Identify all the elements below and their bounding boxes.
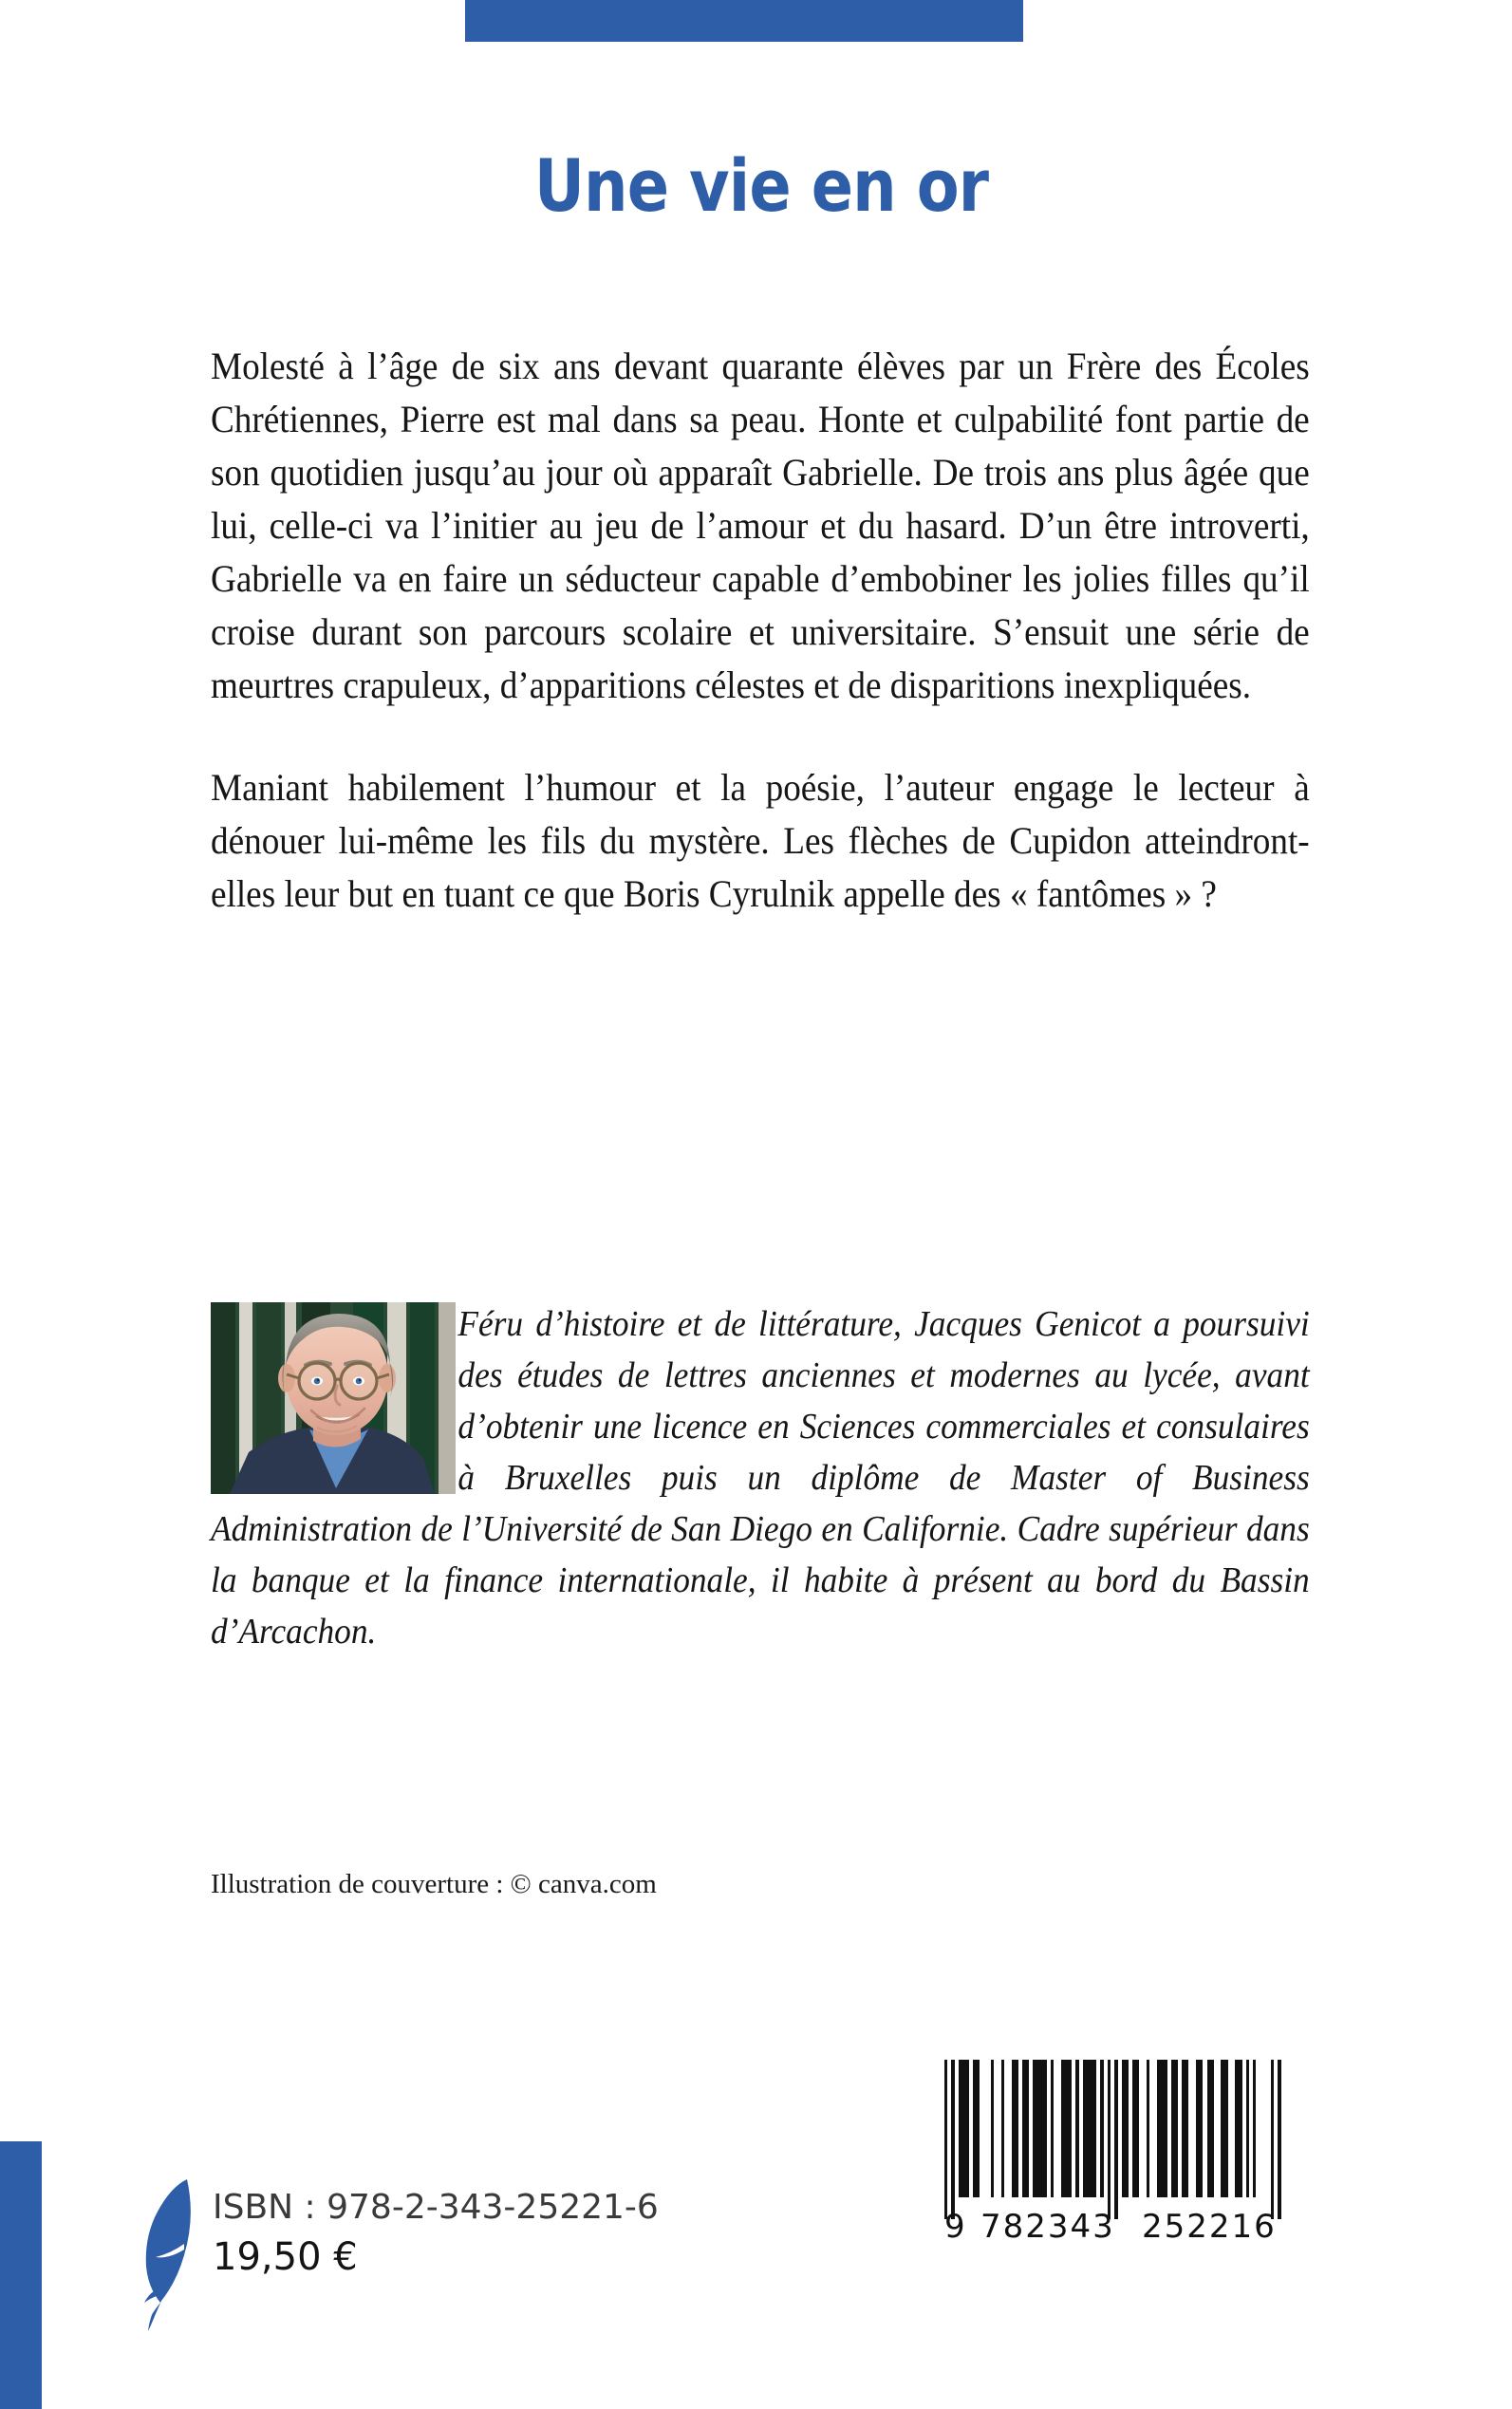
feather-quill-glyph — [142, 2174, 197, 2333]
blurb-paragraph: Molesté à l’âge de six ans devant quarante élèves par un Frère des Écoles Chrétiennes, Pierre est mal dans sa peau. Honte et culpabilité font partie de son quotidien jusqu’au jour où apparaît Gabrielle. De trois ans plus âgée que lui, celle-ci va l’initier au jeu de l’amour et du hasard. D’un être introverti, Gabrielle va en faire un séducteur capable d’embobiner les jolies filles qu’il croise durant son parcours scolaire et universitaire. S’ensuit une série de meurtres crapuleux, d’apparitions célestes et de disparitions inexpliquées. — [211, 345, 1310, 706]
barcode-bar — [1001, 2060, 1004, 2197]
barcode-bar — [1246, 2060, 1249, 2197]
barcode-digit-group-middle: 782343 — [980, 2208, 1115, 2246]
barcode-bar — [1278, 2060, 1280, 2219]
barcode-bar — [991, 2060, 994, 2197]
book-title: Une vie en or — [533, 143, 989, 228]
author-bio-text: Féru d’histoire et de littérature, Jacques Genicot a poursuivi des études de lettres anciennes et modernes au lycée, avant d’obtenir une licence en Sciences commerciales et consulaires à Bruxelles puis un diplôme de Master of Business Administration de l’Université de San Diego en Californie. Cadre supérieur dans la banque et la finance internationale, il habite à présent au bord du Bassin d’Arcachon. — [211, 1304, 1310, 1652]
barcode-bar — [1033, 2060, 1047, 2197]
barcode-bar — [1100, 2060, 1103, 2197]
barcode-bar — [959, 2060, 969, 2197]
barcode-bar — [1108, 2060, 1111, 2219]
barcode-bar — [1061, 2060, 1072, 2197]
barcode-bar — [1022, 2060, 1029, 2197]
bottom-left-accent-bar — [0, 2141, 42, 2409]
ean13-barcode — [944, 2060, 1281, 2259]
barcode-digit-group-right: 252216 — [1142, 2208, 1277, 2246]
barcode-bars — [944, 2060, 1281, 2219]
barcode-bar — [944, 2060, 947, 2219]
barcode-bar — [1235, 2060, 1241, 2197]
barcode-bar — [1221, 2060, 1227, 2197]
barcode-bar — [1147, 2060, 1149, 2197]
cover-illustration-credit: Illustration de couverture : © canva.com — [211, 1869, 657, 1899]
isbn-number: ISBN : 978-2-343-25221-6 — [213, 2188, 659, 2227]
barcode-bar — [1157, 2060, 1167, 2197]
barcode-bar — [1083, 2060, 1097, 2197]
barcode-bar — [1122, 2060, 1129, 2197]
barcode-bar — [973, 2060, 980, 2197]
blurb-section — [211, 340, 1310, 921]
barcode-bar — [1012, 2060, 1018, 2197]
barcode-digits — [944, 2208, 1281, 2259]
barcode-bar — [951, 2060, 954, 2219]
feather-quill-icon — [142, 2174, 197, 2333]
top-accent-bar — [465, 0, 1023, 42]
barcode-bar — [1114, 2060, 1117, 2219]
barcode-bar — [1132, 2060, 1139, 2197]
barcode-bar — [1171, 2060, 1178, 2197]
barcode-bar — [1051, 2060, 1054, 2197]
barcode-digit-group-left: 9 — [944, 2208, 967, 2246]
barcode-bar — [1196, 2060, 1203, 2197]
barcode-bar — [1075, 2060, 1078, 2197]
barcode-bar — [1271, 2060, 1274, 2219]
author-bio-section — [211, 1298, 1310, 1657]
barcode-bar — [1182, 2060, 1188, 2197]
barcode-bar — [1207, 2060, 1214, 2197]
blurb-paragraph: Maniant habilement l’humour et la poésie, l’auteur engage le lecteur à dénouer lui-même les fils du mystère. Les flèches de Cupidon atteindront-elles leur but en tuant ce que Boris Cyrulnik appelle des « fantômes » ? — [211, 766, 1310, 915]
price-label: 19,50 € — [213, 2235, 358, 2279]
barcode-bar — [1253, 2060, 1256, 2197]
isbn-price-block — [142, 2147, 731, 2318]
isbn-text-lines — [213, 2185, 659, 2282]
